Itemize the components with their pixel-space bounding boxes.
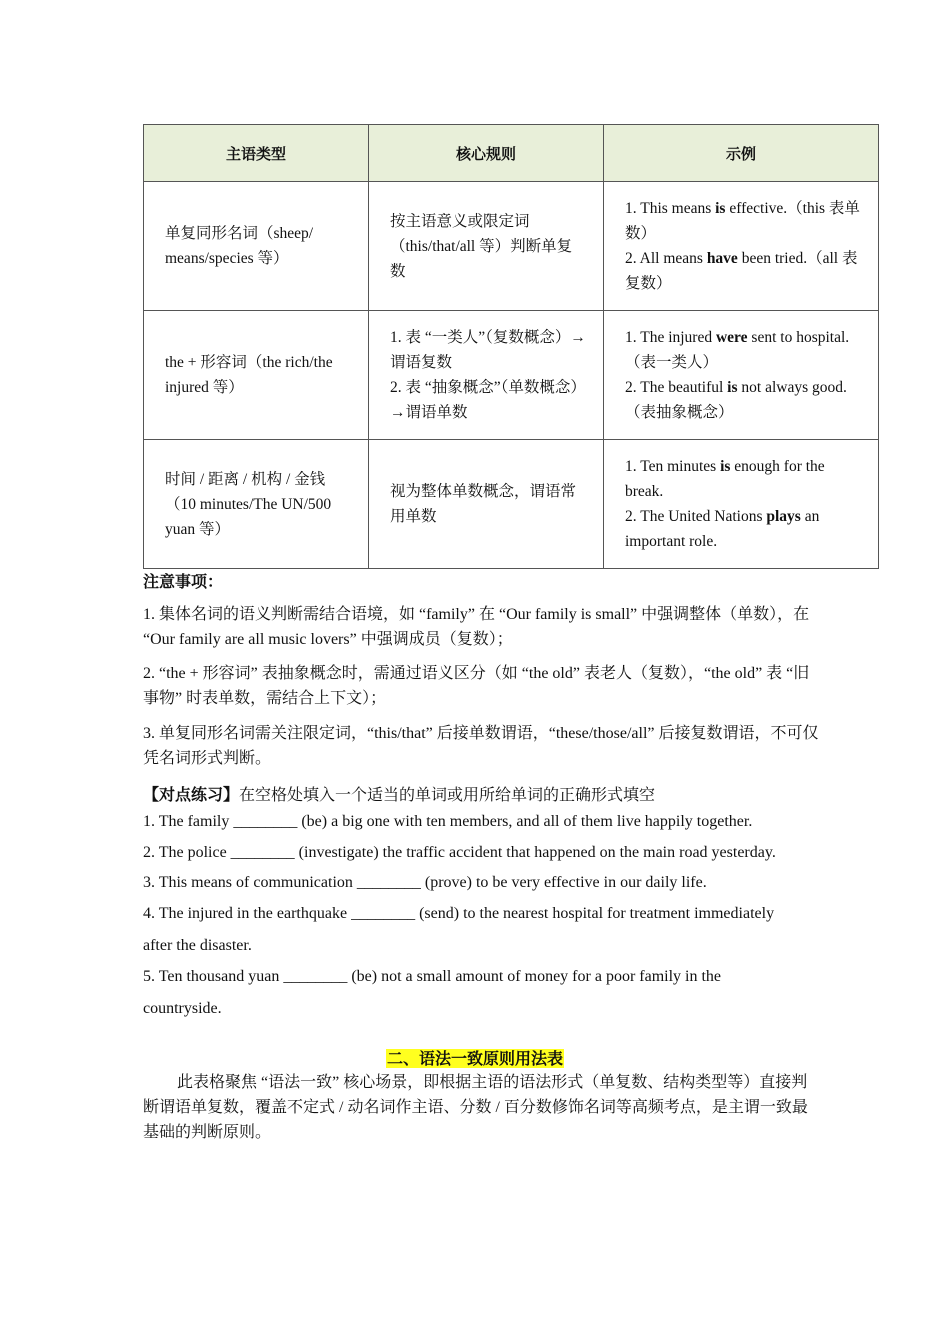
header-example: 示例 [604, 125, 879, 182]
notes-title: 注意事项： [143, 574, 224, 591]
verb-bold: is [715, 200, 726, 217]
example-cell [604, 440, 879, 569]
example-line: 2. All means have been tried.（all 表复数） [625, 250, 858, 292]
section-intro: 此表格聚焦 “语法一致” 核心场景，即根据主语的语法形式（单复数、结构类型等）直接判断谓语单复数，覆盖不定式 / 动名词作主语、分数 / 百分数修饰名词等高频考点，是主谓一致最基础的判断原则。 [143, 1074, 808, 1141]
note-item: 2. “the + 形容词” 表抽象概念时，需通过语义区分（如 “the old” 表老人（复数），“the old” 表 “旧事物” 时表单数，需结合上下文）； [143, 665, 810, 707]
exercise-item-continuation: countryside. [143, 1000, 222, 1017]
verb-bold: have [706, 250, 738, 267]
core-rule-cell [369, 311, 604, 440]
verb-bold: is [727, 379, 738, 396]
example-line: 2. The beautiful is not always good.（表抽象概念） [625, 379, 847, 421]
exercise-title: 【对点练习】 [143, 787, 240, 804]
example-cell [604, 311, 879, 440]
note-item: 3. 单复同形名词需关注限定词，“this/that” 后接单数谓语，“these/those/all” 后接复数谓语，不可仅凭名词形式判断。 [143, 725, 819, 767]
note-item: 1. 集体名词的语义判断需结合语境，如 “family” 在 “Our family is small” 中强调整体（单数），在 “Our family are all music lovers” 中强调成员（复数）； [143, 606, 810, 648]
rule-line: 2. 表 “抽象概念”（单数概念）→谓语单数 [390, 379, 586, 421]
grammar-table [143, 124, 879, 569]
table-row [144, 440, 879, 569]
exercise-item: 2. The police ________ (investigate) the traffic accident that happened on the main road yesterday. [143, 844, 776, 861]
exercise-header [143, 782, 655, 805]
example-line: 2. The United Nations plays an important role. [625, 508, 820, 550]
verb-bold: plays [766, 508, 801, 525]
header-subject-type: 主语类型 [144, 125, 369, 182]
exercise-item: 3. This means of communication ________ (prove) to be very effective in our daily life. [143, 874, 707, 891]
example-line: 1. Ten minutes is enough for the break. [625, 458, 825, 500]
subject-type-cell: 单复同形名词（sheep/ means/species 等） [144, 182, 369, 311]
exercise-item: 5. Ten thousand yuan ________ (be) not a small amount of money for a poor family in the [143, 968, 722, 985]
exercise-instruction: 在空格处填入一个适当的单词或用所给单词的正确形式填空 [239, 787, 656, 804]
verb-bold: is [720, 458, 731, 475]
table-row [144, 182, 879, 311]
example-line: 1. The injured were sent to hospital.（表一类人） [625, 329, 850, 371]
example-line: 1. This means is effective.（this 表单数） [625, 200, 860, 242]
rule-line: 1. 表 “一类人”（复数概念）→谓语复数 [390, 329, 586, 371]
core-rule-cell: 按主语意义或限定词（this/that/all 等）判断单复数 [369, 182, 604, 311]
exercise-item: 4. The injured in the earthquake ________ (send) to the nearest hospital for treatment immediately [143, 905, 775, 922]
table-header-row [144, 125, 879, 182]
exercise-item: 1. The family ________ (be) a big one with ten members, and all of them live happily together. [143, 813, 753, 830]
subject-type-cell: 时间 / 距离 / 机构 / 金钱（10 minutes/The UN/500 yuan 等） [144, 440, 369, 569]
section-heading: 二、语法一致原则用法表 [386, 1049, 563, 1068]
verb-bold: were [715, 329, 748, 346]
core-rule-cell: 视为整体单数概念，谓语常用单数 [369, 440, 604, 569]
example-cell [604, 182, 879, 311]
exercise-item-continuation: after the disaster. [143, 937, 252, 954]
subject-type-cell: the + 形容词（the rich/the injured 等） [144, 311, 369, 440]
table-row [144, 311, 879, 440]
header-core-rule: 核心规则 [369, 125, 604, 182]
